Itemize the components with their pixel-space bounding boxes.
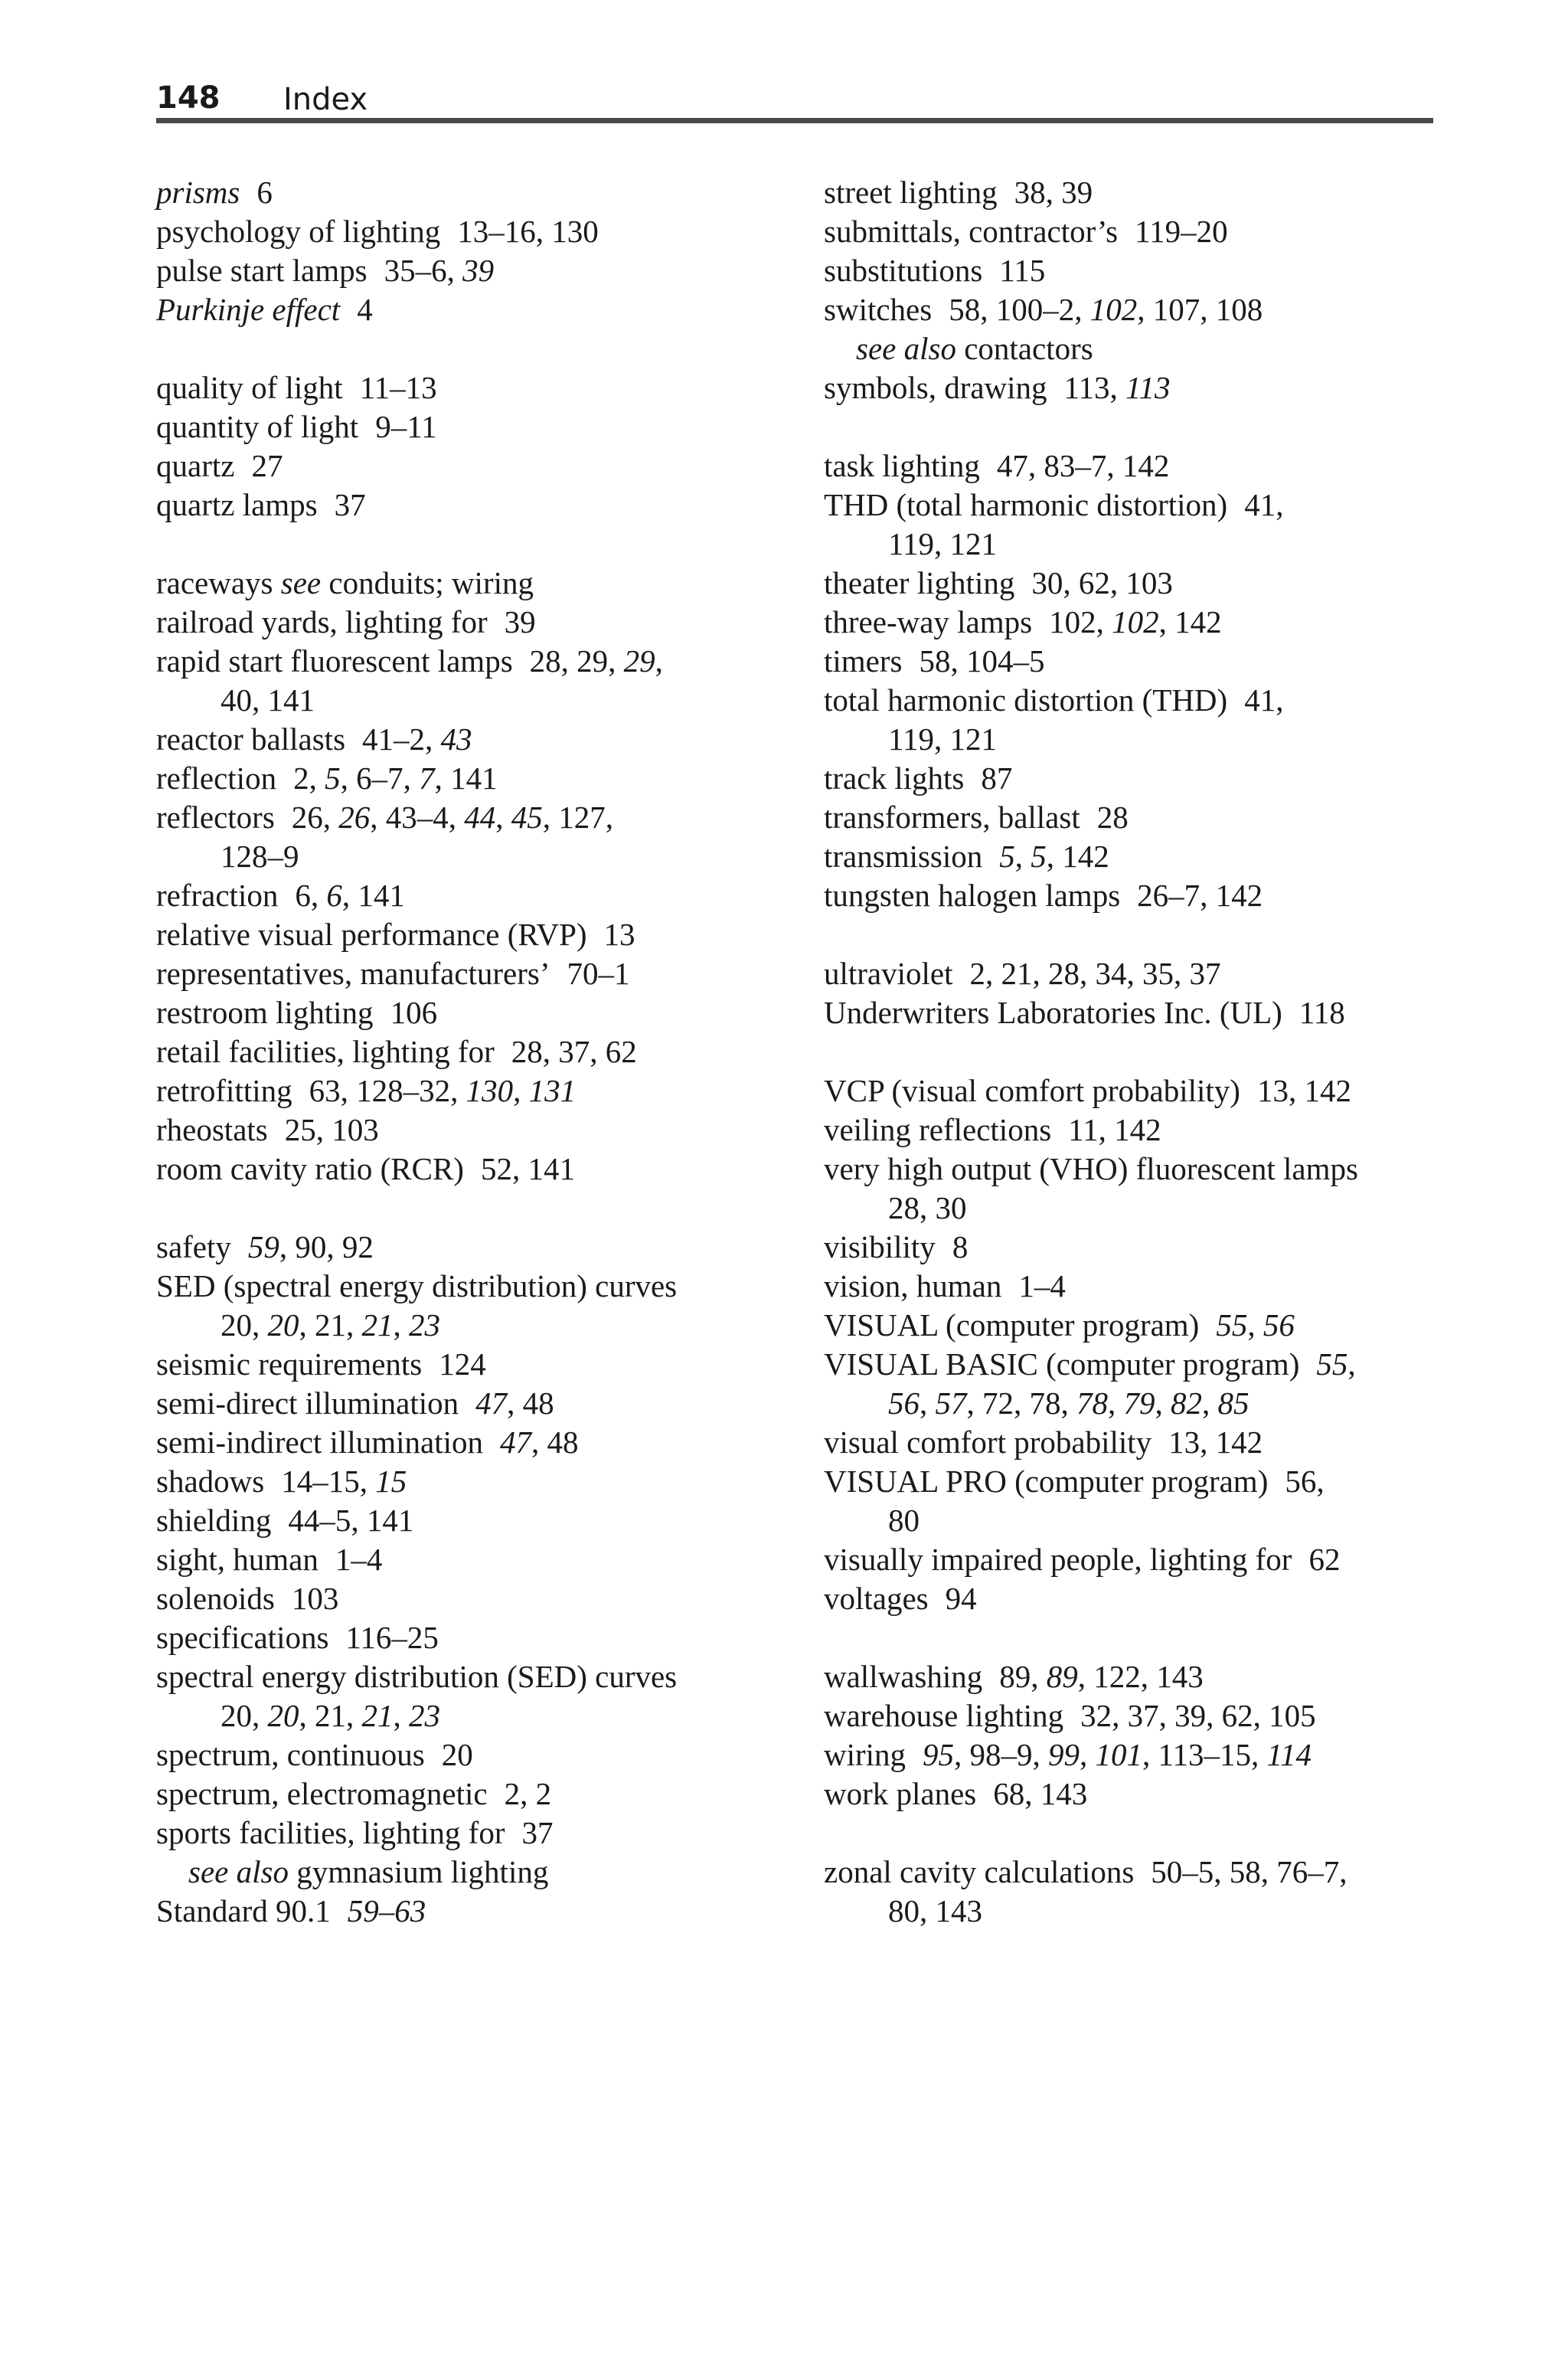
index-entry [824,1306,1459,1345]
index-locators: 14–15, 15 [281,1464,407,1499]
index-entry [824,1735,1459,1774]
index-entry [824,837,1459,876]
index-entry [156,759,792,798]
index-entry [824,993,1459,1032]
index-locators: 95, 98–9, 99, 101, 113–15, 114 [923,1737,1312,1772]
index-term: shadows [156,1464,265,1499]
index-term: timers [824,643,903,679]
index-entry-continuation: 119, 121 [888,526,997,561]
index-term: spectrum, electromagnetic [156,1776,488,1811]
index-locators: 41–2, 43 [362,721,472,757]
index-term: track lights [824,760,965,796]
index-locators: 124 [439,1346,486,1382]
index-term: total harmonic distortion (THD) [824,682,1228,718]
index-locators: 89, 89, 122, 143 [999,1659,1204,1694]
index-entry [824,681,1459,720]
index-term: ultraviolet [824,956,953,991]
index-letter-gap [156,1189,792,1228]
index-locators: 13 [603,917,635,952]
header-rule [156,118,1433,123]
index-column-left [156,173,792,1931]
index-term: restroom lighting [156,995,374,1030]
index-entry [156,1579,792,1618]
index-entry [156,954,792,993]
index-locators: 119–20 [1135,214,1228,249]
index-locators: 38, 39 [1014,175,1093,210]
index-entry-continuation: 20, 20, 21, 21, 23 [220,1698,440,1733]
index-locators: 37 [521,1815,554,1850]
index-term: submittals, contractor’s [824,214,1119,249]
index-entry [156,915,792,954]
index-column-right [824,173,1459,1931]
index-locators: 1–4 [1018,1268,1066,1303]
index-locators: 37 [334,487,366,522]
index-locators: 41, [1244,487,1284,522]
index-term: wallwashing [824,1659,983,1694]
index-locators: 26, 26, 43–4, 44, 45, 127, [291,800,614,835]
index-locators: 55, [1316,1346,1356,1382]
index-locators: 56, [1285,1464,1325,1499]
index-term: refraction [156,878,279,913]
index-entry-continuation: 20, 20, 21, 21, 23 [220,1307,440,1343]
index-entry [824,1462,1459,1501]
index-entry [156,407,792,446]
index-entry-continuation: 40, 141 [220,682,315,718]
index-entry [156,486,792,525]
index-entry-continuation: 56, 57, 72, 78, 78, 79, 82, 85 [888,1385,1250,1421]
index-locators: 58, 100–2, 102, 107, 108 [949,292,1263,327]
index-locators: 63, 128–32, 130, 131 [309,1073,577,1108]
index-locators: 62 [1308,1542,1341,1577]
index-entry-continuation: 28, 30 [888,1190,967,1225]
index-term: visually impaired people, lighting for [824,1542,1292,1577]
index-entry [156,603,792,642]
index-term: street lighting [824,175,998,210]
index-term: Standard 90.1 [156,1893,331,1928]
index-locators: 25, 103 [284,1112,379,1147]
index-locators: 13–16, 130 [457,214,599,249]
index-locators: 115 [999,253,1046,288]
index-term: three-way lamps [824,604,1033,639]
index-locators: 47, 83–7, 142 [996,448,1170,483]
index-term: retrofitting [156,1073,292,1108]
index-locators: 11–13 [359,370,437,405]
index-term: symbols, drawing [824,370,1047,405]
index-locators: 59–63 [347,1893,426,1928]
index-entry: very high output (VHO) fluorescent lamps [824,1151,1358,1186]
index-letter-gap [824,915,1459,954]
index-term: sight, human [156,1542,318,1577]
index-term: reflectors [156,800,275,835]
index-term: pulse start lamps [156,253,368,288]
index-term: visual comfort probability [824,1424,1152,1460]
index-term: Underwriters Laboratories Inc. (UL) [824,995,1282,1030]
index-locators: 28, 37, 62 [511,1034,637,1069]
index-locators: 2, 2 [504,1776,552,1811]
index-entry [156,1774,792,1814]
index-term: switches [824,292,933,327]
index-locators: 28, 29, 29, [529,643,663,679]
index-entry [824,1071,1459,1110]
index-locators: 9–11 [375,409,437,444]
index-entry [824,798,1459,837]
index-term: zonal cavity calculations [824,1854,1135,1889]
index-locators: 94 [945,1581,977,1616]
index-locators: 26–7, 142 [1137,878,1263,913]
index-see-also: see also contactors [856,331,1093,366]
index-locators: 47, 48 [475,1385,554,1421]
index-entry [156,993,792,1032]
index-term: specifications [156,1620,329,1655]
index-entry: spectral energy distribution (SED) curves [156,1659,678,1694]
index-term: VCP (visual comfort probability) [824,1073,1240,1108]
index-term: substitutions [824,253,983,288]
index-entry [824,1853,1459,1892]
index-entry [156,251,792,290]
index-entry: raceways see conduits; wiring [156,565,534,600]
index-entry [156,1150,792,1189]
index-locators: 32, 37, 39, 62, 105 [1080,1698,1316,1733]
index-term: task lighting [824,448,980,483]
index-locators: 20 [441,1737,473,1772]
index-locators: 41, [1244,682,1284,718]
index-letter-gap [156,329,792,368]
index-term: veiling reflections [824,1112,1052,1147]
index-entry [824,876,1459,915]
index-locators: 2, 21, 28, 34, 35, 37 [969,956,1221,991]
index-locators: 103 [291,1581,339,1616]
index-locators: 13, 142 [1168,1424,1263,1460]
index-entry [156,720,792,759]
index-term: reactor ballasts [156,721,346,757]
index-entry [156,1071,792,1110]
index-letter-gap [824,1032,1459,1071]
index-entry [824,603,1459,642]
index-term: railroad yards, lighting for [156,604,488,639]
index-entry [824,290,1459,329]
index-term: rapid start fluorescent lamps [156,643,513,679]
index-locators: 39 [504,604,536,639]
index-term: transmission [824,839,983,874]
index-entry [824,1345,1459,1384]
index-entry [824,446,1459,486]
index-locators: 106 [390,995,438,1030]
index-locators: 11, 142 [1068,1112,1161,1147]
index-entry [824,1423,1459,1462]
index-entry [156,1501,792,1540]
index-locators: 70–1 [567,956,630,991]
index-locators: 50–5, 58, 76–7, [1151,1854,1348,1889]
index-entry-continuation: 80, 143 [888,1893,982,1928]
index-locators: 5, 5, 142 [999,839,1109,874]
index-entry [156,1618,792,1657]
index-locators: 87 [981,760,1013,796]
index-letter-gap [156,525,792,564]
index-term: semi-direct illumination [156,1385,459,1421]
index-entry-continuation: 119, 121 [888,721,997,757]
index-term: quality of light [156,370,343,405]
index-locators: 113, 113 [1063,370,1171,405]
index-entry [156,1892,792,1931]
index-locators: 116–25 [345,1620,439,1655]
index-locators: 2, 5, 6–7, 7, 141 [293,760,498,796]
index-entry [156,798,792,837]
index-term: representatives, manufacturers’ [156,956,550,991]
index-entry [156,1423,792,1462]
index-term: theater lighting [824,565,1015,600]
index-letter-gap [824,1814,1459,1853]
index-locators: 27 [251,448,283,483]
index-entry [156,1228,792,1267]
index-entry [156,1345,792,1384]
index-locators: 68, 143 [993,1776,1088,1811]
index-term: VISUAL BASIC (computer program) [824,1346,1300,1382]
index-term: semi-indirect illumination [156,1424,483,1460]
index-letter-gap [824,1618,1459,1657]
index-term: VISUAL (computer program) [824,1307,1200,1343]
index-entry [824,1267,1459,1306]
index-locators: 8 [952,1229,969,1264]
index-term: retail facilities, lighting for [156,1034,495,1069]
index-entry [824,368,1459,407]
index-term: spectrum, continuous [156,1737,425,1772]
index-entry [156,1462,792,1501]
index-locators: 118 [1298,995,1345,1030]
index-entry [156,1540,792,1579]
index-locators: 55, 56 [1216,1307,1295,1343]
index-see-also: see also gymnasium lighting [188,1854,549,1889]
index-entry [824,212,1459,251]
index-entry-continuation: 80 [888,1503,920,1538]
index-entry [824,759,1459,798]
index-entry [824,1774,1459,1814]
index-entry [156,1032,792,1071]
index-locators: 6, 6, 141 [295,878,405,913]
index-entry [824,1110,1459,1150]
index-entry [156,1384,792,1423]
index-locators: 13, 142 [1256,1073,1351,1108]
index-entry [156,1735,792,1774]
index-locators: 35–6, 39 [384,253,495,288]
index-locators: 58, 104–5 [919,643,1045,679]
index-entry [824,251,1459,290]
index-term: quartz [156,448,235,483]
index-entry [156,173,792,212]
index-entry [156,642,792,681]
index-term: visibility [824,1229,936,1264]
index-entry-continuation: 128–9 [220,839,299,874]
index-letter-gap [824,407,1459,446]
index-locators: 4 [357,292,373,327]
index-entry [156,446,792,486]
index-entry [824,173,1459,212]
index-entry [824,1696,1459,1735]
index-term: prisms [156,175,240,210]
index-term: work planes [824,1776,977,1811]
index-entry [824,642,1459,681]
index-term: Purkinje effect [156,292,341,327]
index-term: quantity of light [156,409,359,444]
index-entry [156,1814,792,1853]
index-term: safety [156,1229,231,1264]
index-term: voltages [824,1581,929,1616]
index-term: vision, human [824,1268,1002,1303]
index-term: relative visual performance (RVP) [156,917,587,952]
index-term: psychology of lighting [156,214,441,249]
index-entry [824,1540,1459,1579]
index-term: wiring [824,1737,906,1772]
index-term: reflection [156,760,277,796]
index-term: transformers, ballast [824,800,1080,835]
index-term: quartz lamps [156,487,318,522]
index-locators: 6 [256,175,273,210]
index-entry [156,876,792,915]
index-locators: 44–5, 141 [288,1503,414,1538]
index-entry [156,1110,792,1150]
index-entry [824,486,1459,525]
index-entry [824,1228,1459,1267]
index-locators: 1–4 [335,1542,383,1577]
index-entry [156,290,792,329]
index-entry [824,1657,1459,1696]
index-entry [824,564,1459,603]
index-term: solenoids [156,1581,275,1616]
index-locators: 47, 48 [500,1424,579,1460]
index-locators: 59, 90, 92 [247,1229,374,1264]
index-locators: 102, 102, 142 [1049,604,1222,639]
index-term: room cavity ratio (RCR) [156,1151,464,1186]
index-term: warehouse lighting [824,1698,1064,1733]
index-term: tungsten halogen lamps [824,878,1121,913]
index-entry [156,368,792,407]
index-entry [824,954,1459,993]
index-term: THD (total harmonic distortion) [824,487,1228,522]
index-locators: 28 [1096,800,1129,835]
index-locators: 52, 141 [480,1151,575,1186]
index-term: sports facilities, lighting for [156,1815,505,1850]
page-number: 148 [156,80,220,116]
index-term: rheostats [156,1112,268,1147]
index-term: seismic requirements [156,1346,423,1382]
index-term: shielding [156,1503,272,1538]
index-entry: SED (spectral energy distribution) curves [156,1268,678,1303]
index-term: VISUAL PRO (computer program) [824,1464,1269,1499]
index-locators: 30, 62, 103 [1031,565,1173,600]
index-entry [156,212,792,251]
page-header [156,77,1433,118]
index-entry [824,1579,1459,1618]
running-head: Index [283,82,368,117]
